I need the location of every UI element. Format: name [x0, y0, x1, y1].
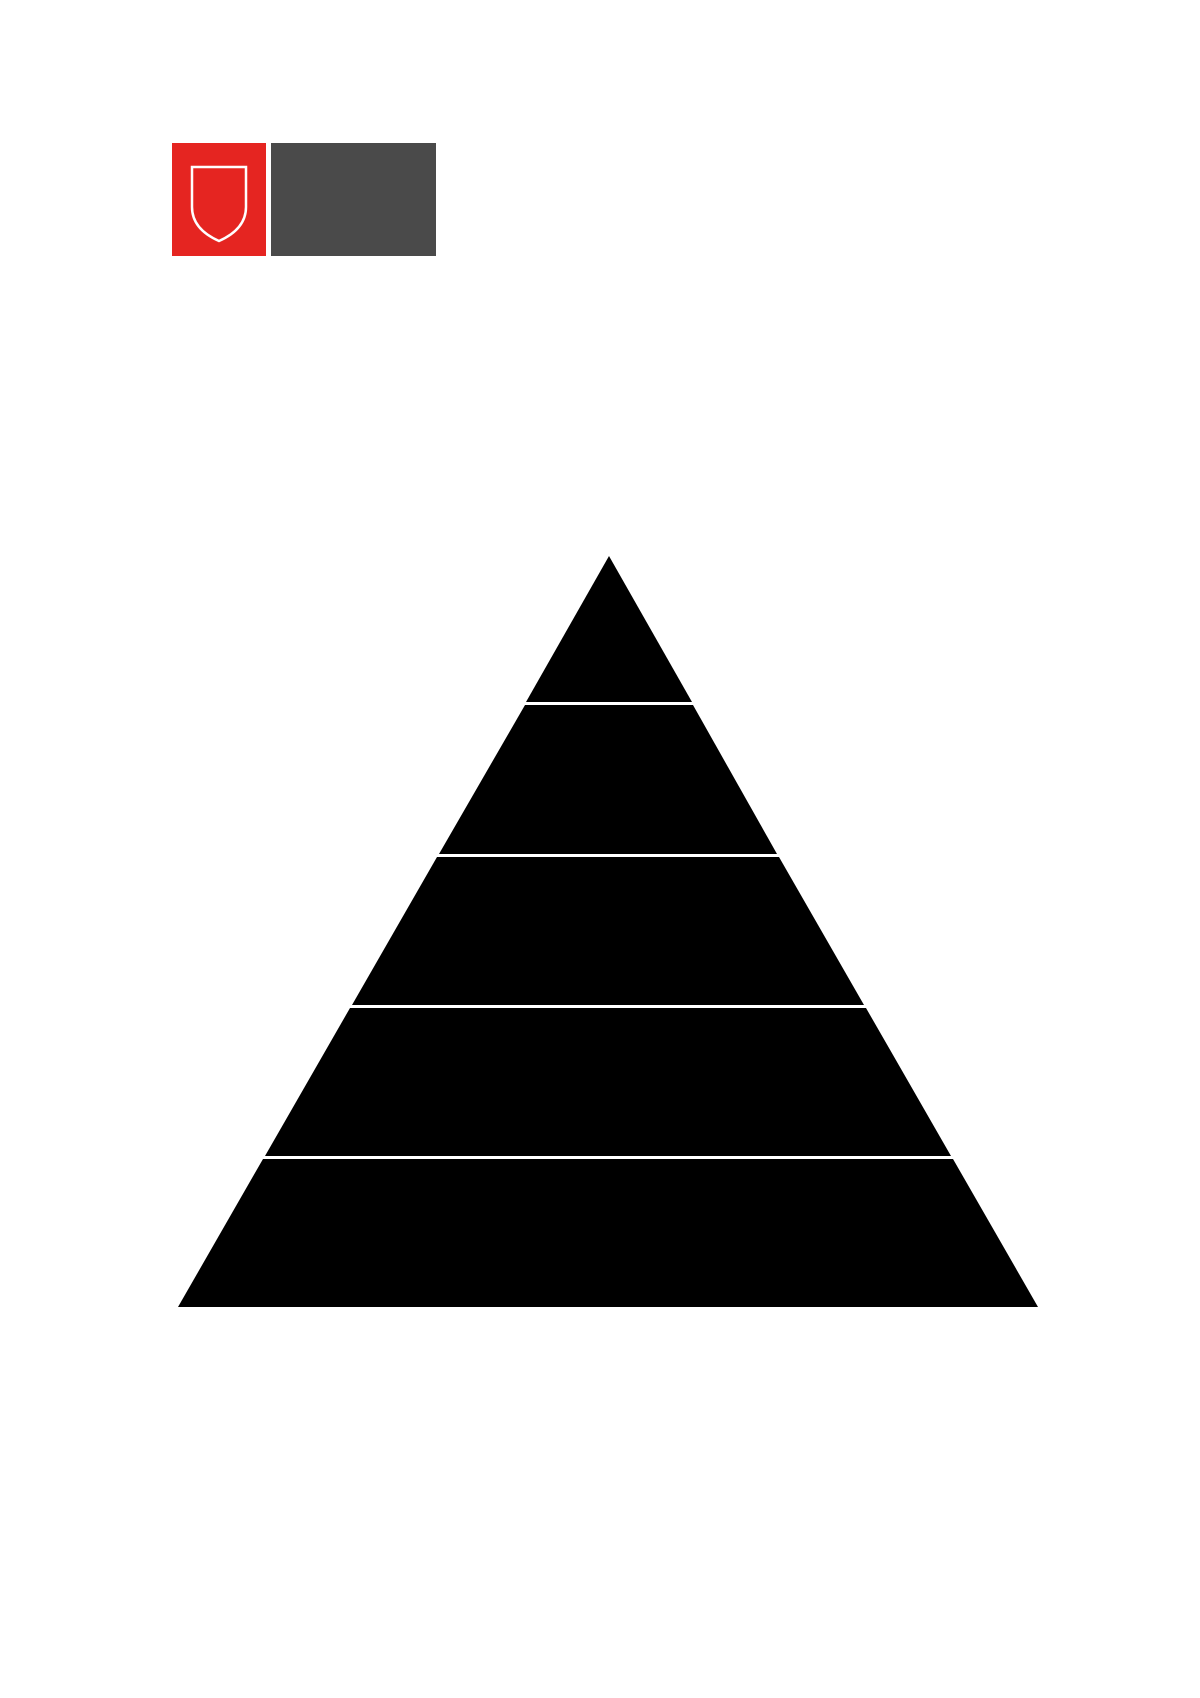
pyramid-level-fisiologia [178, 1159, 1038, 1307]
pyramid-level-seguridad [265, 1008, 951, 1156]
pyramid-level-afiliacion [352, 857, 864, 1005]
shield-icon [192, 167, 246, 241]
pyramid-level-reconocimiento [439, 705, 777, 854]
university-logo-seal [172, 143, 266, 256]
pyramid-level-autorrealizacion [526, 556, 692, 702]
university-logo-wordmark [271, 143, 436, 256]
